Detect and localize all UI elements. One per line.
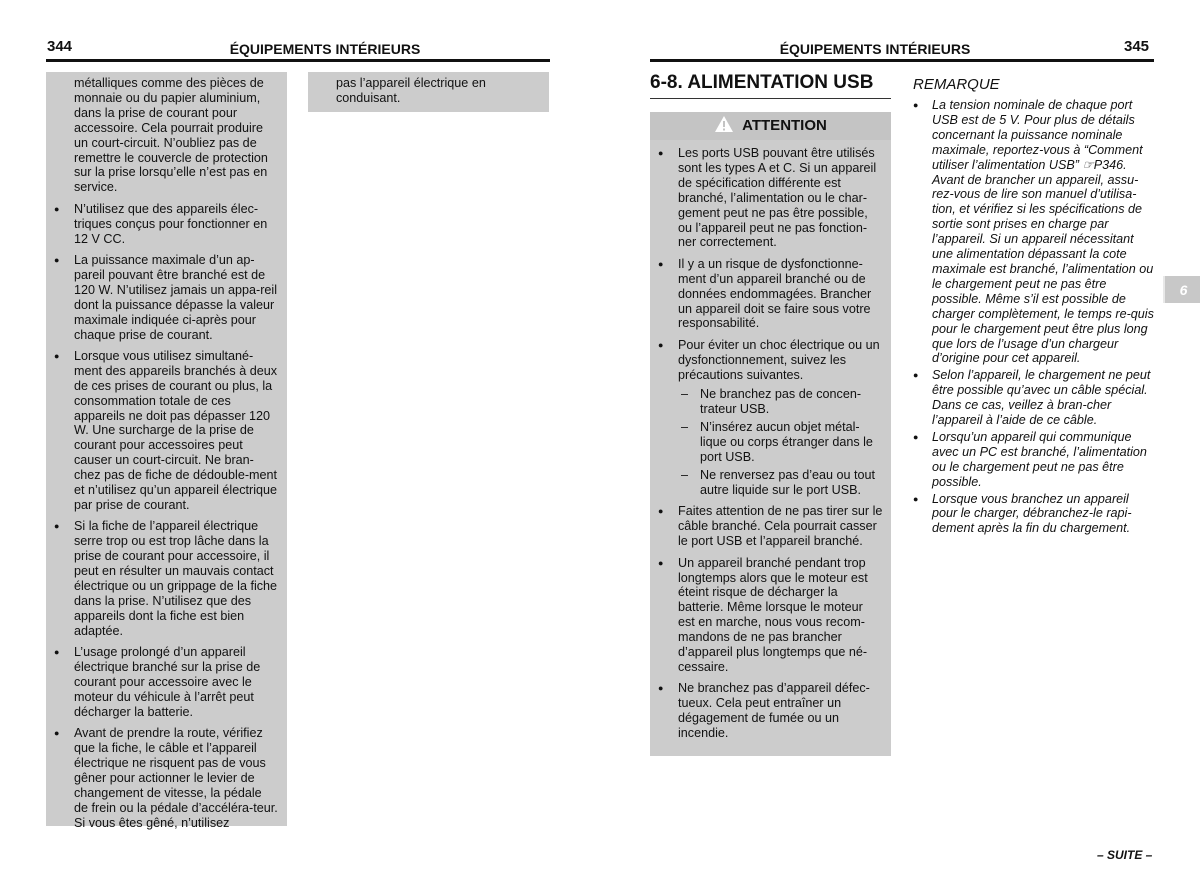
attention-bullet-list: [650, 140, 891, 741]
warning-triangle-icon: [714, 115, 734, 137]
chapter-tab-number: 6: [1179, 281, 1188, 298]
bullet-item: ● Faites attention de ne pas tirer sur le câble branché. Cela pourrait casser le port USB et l’appareil branché.: [650, 504, 883, 549]
warning-box-left-column-2: [308, 72, 549, 112]
warning-box-left-column-1: [46, 72, 287, 830]
remark-title: REMARQUE: [913, 76, 1000, 93]
attention-title: ATTENTION: [742, 116, 827, 134]
bullet-item: ● Ne branchez pas d’appareil défec-tueux. Cela peut entraîner un dégagement de fumée ou un incendie.: [650, 681, 883, 741]
running-title-left: ÉQUIPEMENTS INTÉRIEURS: [229, 41, 421, 57]
attention-header: [650, 112, 891, 140]
bullet-item: ● La tension nominale de chaque port USB est de 5 V. Pour plus de détails concernant la puissance nominale maximale, reportez-vous à “Comment utiliser l’alimentation USB” ☞P346. Avant de brancher un appareil, assu-rez-vous de lire son manuel d’utilisa-tion, et vérifiez si les spécifications de sortie sont prises en charge par l’appareil. Si un appareil nécessitant une alimentation dépassant la cote maximale est branché, l’alimentation ou le chargement peut ne pas être possible. Même s’il est possible de charger complètement, le temps re-quis pour le chargement peut être plus long que lors de l’usage d’un chargeur d’origine pour cet appareil.: [905, 98, 1157, 366]
attention-box: [650, 112, 891, 756]
sub-dash-list: [678, 387, 883, 498]
bullet-text: Pour éviter un choc électrique ou un dysfonctionnement, suivez les précautions suivantes.: [678, 337, 880, 382]
bullet-item: ● N’utilisez que des appareils élec-triques conçus pour fonctionner en 12 V CC.: [46, 202, 279, 247]
bullet-item: ● Lorsqu’un appareil qui communique avec un PC est branché, l’alimentation ou le chargement peut ne pas être possible.: [905, 430, 1157, 490]
chapter-tab[interactable]: [1163, 276, 1200, 303]
bullet-item: ● Lorsque vous utilisez simultané-ment des appareils branchés à deux de ces prises de courant ou plus, la consommation totale de ces appareils ne doit pas dépasser 120 W. Une surcharge de la prise de courant pour accessoires peut causer un court-circuit. Ne bran-chez pas de fiche de dédouble-ment et n’utilisez qu’un appareil électrique par prise de courant.: [46, 349, 279, 513]
bullet-item: ● Il y a un risque de dysfonctionne-ment d’un appareil branché ou de données endommagées. Brancher un appareil doit se faire sous votre responsabilité.: [650, 257, 883, 332]
bullet-item: ● Si la fiche de l’appareil électrique serre trop ou est trop lâche dans la prise de courant pour accessoire, il peut en résulter un mauvais contact électrique ou un grippage de la fiche dans la prise. N’utilisez que des appareils dont la fiche est bien adaptée.: [46, 519, 279, 638]
bullet-item: ● Avant de prendre la route, vérifiez que la fiche, le câble et l’appareil électrique ne risquent pas de vous gêner pour actionner le levier de changement de vitesse, la pédale de frein ou la pédale d’accéléra-teur. Si vous êtes gêné, n’utilisez: [46, 726, 279, 830]
warning-bullet-list: [46, 202, 279, 831]
continued-label: – SUITE –: [1097, 848, 1153, 862]
bullet-item: ● Un appareil branché pendant trop longtemps alors que le moteur est éteint risque de décharger la batterie. Même lorsque le moteur est en marche, nous vous recom-mandons de ne pas brancher d’appareil plus longtemps que né-cessaire.: [650, 556, 883, 675]
bullet-item: ● L’usage prolongé d’un appareil électrique branché sur la prise de courant pour accessoire avec le moteur du véhicule à l’arrêt peut décharger la batterie.: [46, 645, 279, 720]
page-number-left: 344: [47, 38, 73, 55]
header-rule-right: [650, 59, 1154, 62]
dash-item: – N’insérez aucun objet métal-lique ou corps étranger dans le port USB.: [678, 420, 883, 465]
remark-bullet-list: [905, 98, 1157, 538]
page-number-right: 345: [1124, 38, 1150, 55]
continued-paragraph: pas l’appareil électrique en conduisant.: [336, 76, 486, 105]
running-title-right: ÉQUIPEMENTS INTÉRIEURS: [779, 41, 971, 57]
dash-item: – Ne branchez pas de concen-trateur USB.: [678, 387, 883, 417]
dash-item: – Ne renversez pas d’eau ou tout autre liquide sur le port USB.: [678, 468, 883, 498]
bullet-item: ● La puissance maximale d’un ap-pareil pouvant être branché est de 120 W. N’utilisez jamais un appa-reil dont la puissance dépasse la valeur maximale indiquée ci-après pour chaque prise de courant.: [46, 253, 279, 342]
section-title: 6-8. ALIMENTATION USB: [650, 72, 891, 99]
continued-paragraph: métalliques comme des pièces de monnaie ou du papier aluminium, dans la prise de courant pour accessoire. Cela pourrait produire un court-circuit. N’oubliez pas de remettre le couvercle de protection sur la prise lorsqu’elle n’est pas en service.: [74, 76, 268, 195]
header-rule-left: [46, 59, 550, 62]
bullet-item: ● Les ports USB pouvant être utilisés sont les types A et C. Si un appareil de spécification différente est branché, l’alimentation ou le char-gement peut ne pas être possible, ou l’appareil peut ne pas fonction-ner correctement.: [650, 146, 883, 250]
bullet-item: ● Lorsque vous branchez un appareil pour le charger, débranchez-le rapi-dement après la fin du chargement.: [905, 492, 1157, 537]
bullet-item: ● Selon l’appareil, le chargement ne peut être possible qu’avec un câble spécial. Dans ce cas, veillez à bran-cher l’appareil à l’aide de ce câble.: [905, 368, 1157, 428]
bullet-item: [650, 338, 883, 498]
